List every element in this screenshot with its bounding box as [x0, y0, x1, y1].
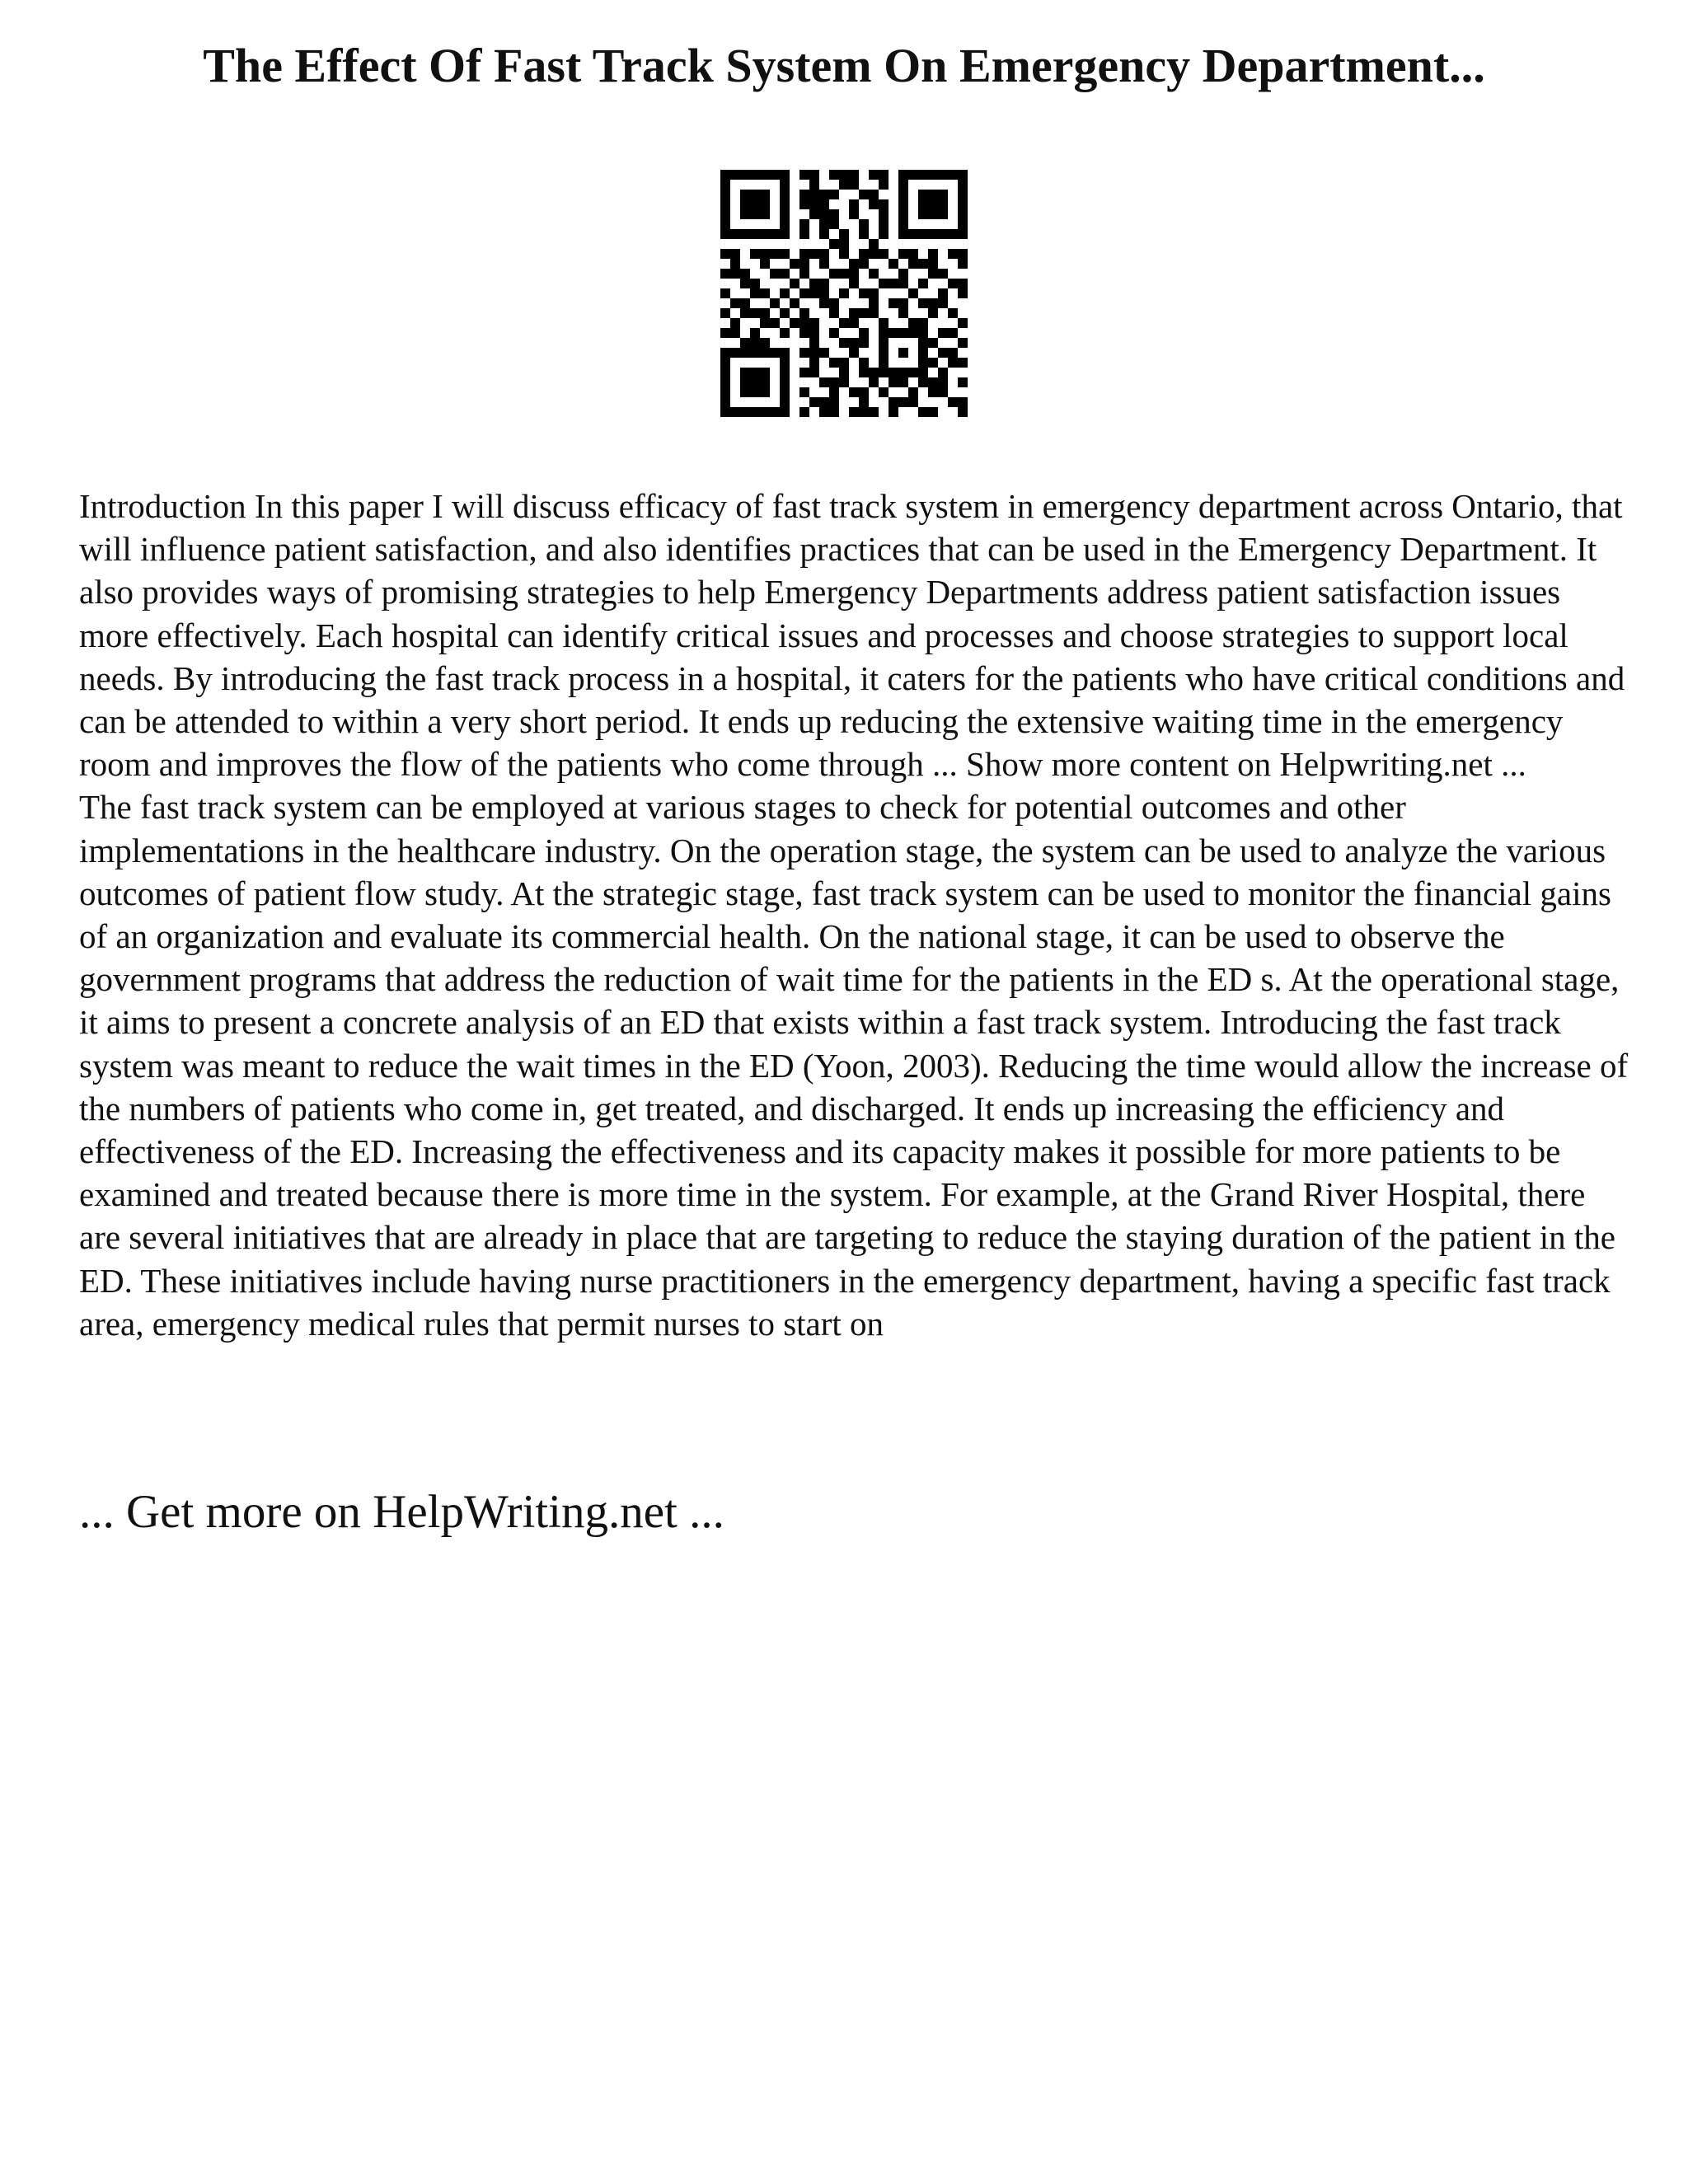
get-more-link[interactable]: ... Get more on HelpWriting.net ...	[79, 1486, 724, 1538]
article-body	[79, 485, 1629, 1345]
intro-paragraph: Introduction In this paper I will discuss efficacy of fast track system in emergency department across Ontario, that will influence patient satisfaction, and also identifies practices that can be used in the Emergency Department. It also provides ways of promising strategies to help Emergency Departments address patient satisfaction issues more effectively. Each hospital can identify critical issues and processes and choose strategies to support local needs. By introducing the fast track process in a hospital, it caters for the patients who have critical conditions and can be attended to within a very short period. It ends up reducing the extensive waiting time in the emergency room and improves the flow of the patients who come through ... Show more content on Helpwriting.net ...	[79, 487, 1625, 784]
body-paragraph: The fast track system can be employed at various stages to check for potential outcomes and other implementations in the healthcare industry. On the operation stage, the system can be used to analyze the various outcomes of patient flow study. At the strategic stage, fast track system can be used to monitor the financial gains of an organization and evaluate its commercial health. On the national stage, it can be used to observe the government programs that address the reduction of wait time for the patients in the ED s. At the operational stage, it aims to present a concrete analysis of an ED that exists within a fast track system. Introducing the fast track system was meant to reduce the wait times in the ED (Yoon, 2003). Reducing the time would allow the increase of the numbers of patients who come in, get treated, and discharged. It ends up increasing the efficiency and effectiveness of the ED. Increasing the effectiveness and its capacity makes it possible for more patients to be examined and treated because there is more time in the system. For example, at the Grand River Hospital, there are several initiatives that are already in place that are targeting to reduce the staying duration of the patient in the ED. These initiatives include having nurse practitioners in the emergency department, having a specific fast track area, emergency medical rules that permit nurses to start on	[79, 788, 1629, 1343]
page-title: The Effect Of Fast Track System On Emergency Department...	[203, 39, 1485, 92]
qr-code-icon	[720, 170, 968, 417]
